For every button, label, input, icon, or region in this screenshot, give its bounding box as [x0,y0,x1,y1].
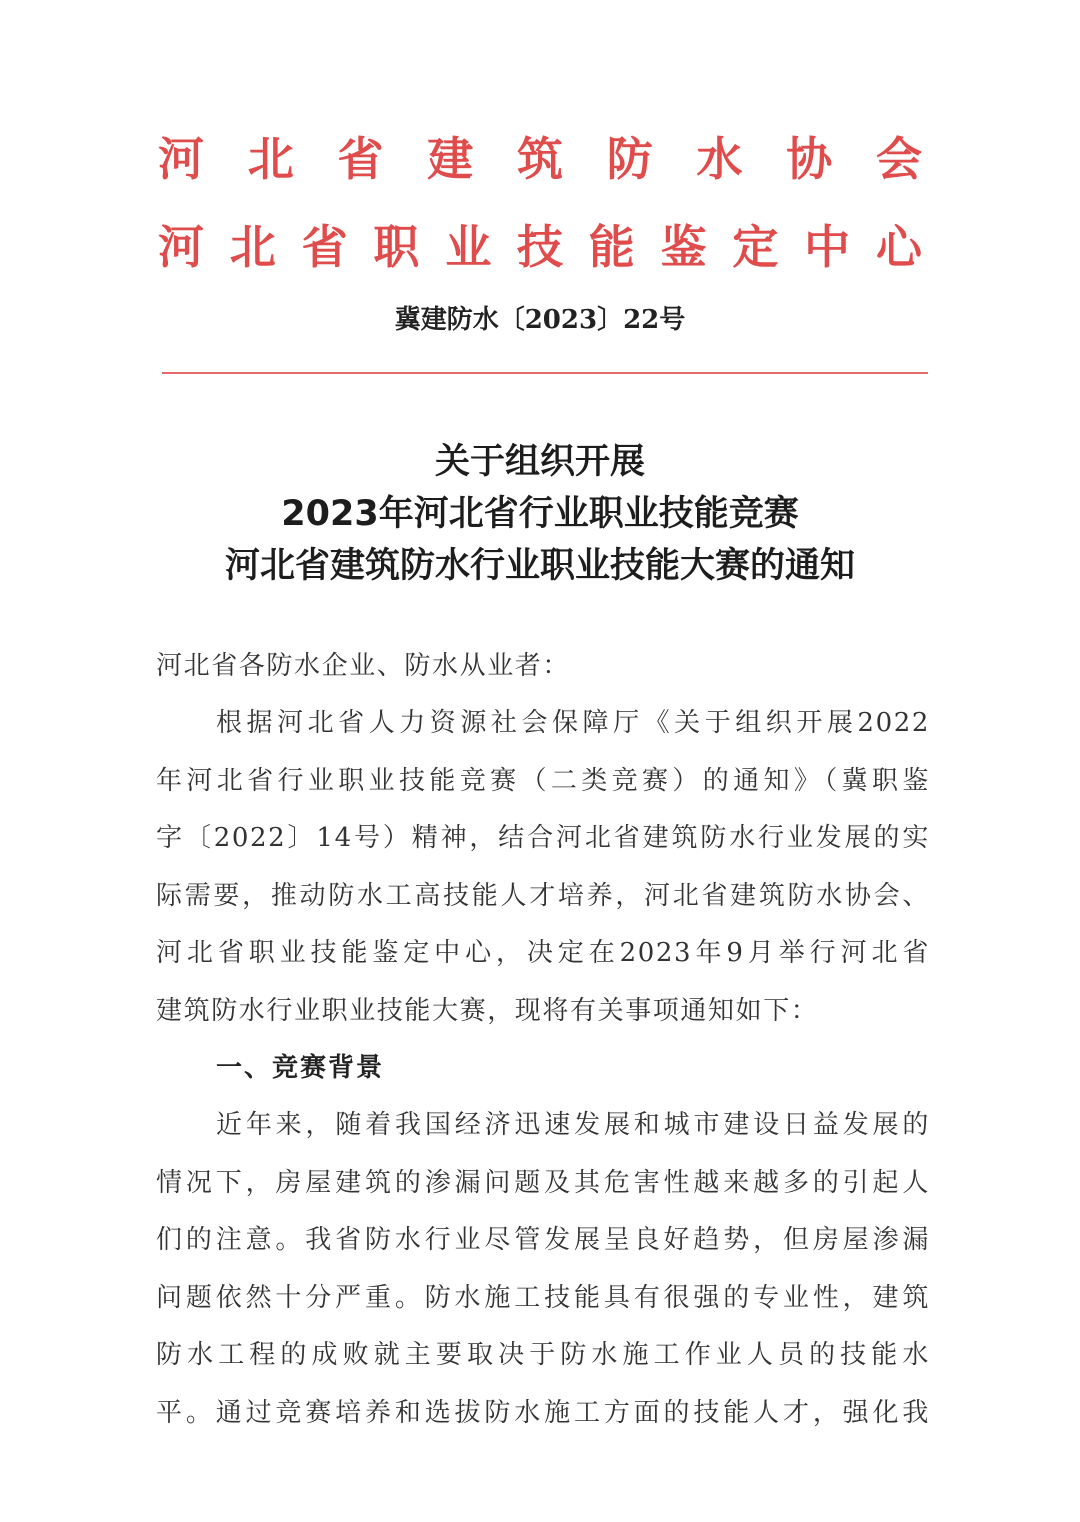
paragraph-2 [156,1097,930,1442]
issuer-char: 水 [696,132,743,186]
red-divider [162,372,928,374]
paragraph-line: 根据河北省人力资源社会保障厅《关于组织开展2022 [216,708,930,738]
salutation: 河北省各防水企业、防水从业者： [156,651,571,681]
issuer-char: 北 [247,132,294,186]
issuer-char: 北 [229,220,276,274]
document-number: 冀建防水〔2023〕22号 [394,305,686,335]
issuer-char: 业 [445,220,492,274]
issuer-char: 河 [158,220,204,274]
document-title [0,436,1080,592]
paragraph-line: 年河北省行业职业技能竞赛（二类竞赛）的通知》（冀职鉴 [156,765,930,796]
paragraph-line: 情况下，房屋建筑的渗漏问题及其危害性越来越多的引起人 [156,1167,930,1198]
section-heading-1: 一、竞赛背景 [216,1053,385,1083]
issuer-char: 中 [804,220,851,274]
issuer-char: 能 [588,220,635,274]
issuer-char: 心 [875,220,922,274]
paragraph-line: 问题依然十分严重。防水施工技能具有很强的专业性，建筑 [156,1282,930,1313]
issuer-line-1 [152,130,928,188]
issuer-char: 防 [606,132,653,186]
issuer-char: 筑 [517,132,563,186]
issuer-char: 省 [301,220,348,274]
paragraph-line: 字〔2022〕14号）精神，结合河北省建筑防水行业发展的实 [156,823,930,853]
issuer-char: 河 [158,132,204,186]
issuer-char: 省 [337,132,384,186]
paragraph-line: 建筑防水行业职业技能大赛，现将有关事项通知如下： [156,995,819,1026]
title-line-1: 关于组织开展 [434,442,645,482]
paragraph-line: 河北省职业技能鉴定中心，决定在2023年9月举行河北省 [156,938,930,968]
issuer-line-2 [152,218,928,276]
issuer-char: 协 [786,132,833,186]
issuer-char: 鉴 [660,220,707,274]
issuer-char: 建 [427,132,474,186]
paragraph-1 [156,695,930,1040]
title-line-3: 河北省建筑防水行业职业技能大赛的通知 [224,546,855,586]
paragraph-line: 防水工程的成败就主要取决于防水施工作业人员的技能水 [156,1340,930,1370]
paragraph-line: 们的注意。我省防水行业尽管发展呈良好趋势，但房屋渗漏 [156,1225,930,1255]
title-line-2: 2023年河北省行业职业技能竞赛 [281,494,799,534]
issuer-char: 职 [373,220,420,274]
issuer-char: 定 [732,220,779,274]
issuer-char: 会 [876,132,922,186]
paragraph-line: 近年来，随着我国经济迅速发展和城市建设日益发展的 [216,1110,930,1140]
paragraph-line: 际需要，推动防水工高技能人才培养，河北省建筑防水协会、 [156,880,930,911]
paragraph-line: 平。通过竞赛培养和选拔防水施工方面的技能人才，强化我 [156,1397,930,1428]
issuer-char: 技 [516,220,563,274]
